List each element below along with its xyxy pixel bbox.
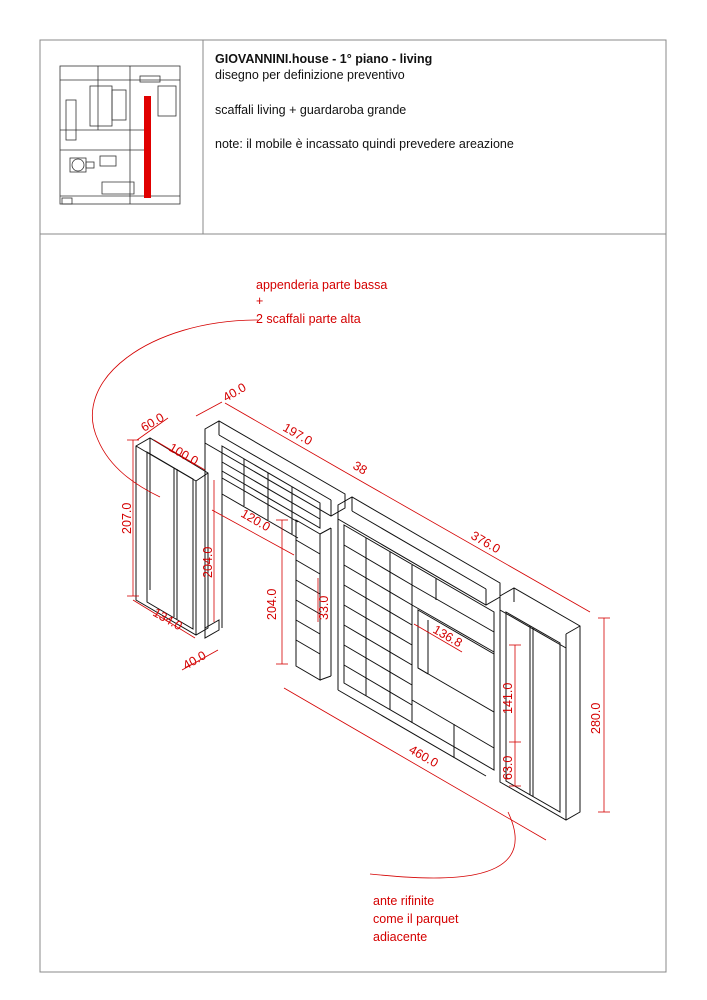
annotation-bottom-line1: ante rifinite xyxy=(373,894,435,908)
dim-100: 100.0 xyxy=(166,440,201,469)
page-description: scaffali living + guardaroba grande xyxy=(215,103,407,117)
dim-33: 33.0 xyxy=(317,595,331,620)
dim-204: 204.0 xyxy=(265,588,279,620)
dim-207: 207.0 xyxy=(120,502,134,534)
left-wardrobe xyxy=(136,438,208,635)
dim-141: 141.0 xyxy=(501,682,515,714)
annotations xyxy=(256,278,459,944)
dim-60: 60.0 xyxy=(138,410,167,435)
annotation-top-line3: 2 scaffali parte alta xyxy=(256,312,361,326)
annotation-bottom-line3: adiacente xyxy=(373,930,428,944)
dim-376: 376.0 xyxy=(468,528,503,557)
key-plan-highlight xyxy=(144,96,151,198)
page-title: GIOVANNINI.house - 1° piano - living xyxy=(215,52,433,66)
dim-38: 38 xyxy=(350,458,370,478)
dim-204-inner: 204.0 xyxy=(201,546,215,578)
annotation-top-line2: + xyxy=(256,294,264,308)
dimension-labels xyxy=(120,380,603,780)
annotation-top-line1: appenderia parte bassa xyxy=(256,278,388,292)
page-subtitle: disegno per definizione preventivo xyxy=(215,68,405,82)
dim-134: 134.0 xyxy=(150,605,185,634)
key-plan xyxy=(60,66,180,204)
dim-280: 280.0 xyxy=(589,702,603,734)
dim-460: 460.0 xyxy=(406,742,441,771)
dim-40-bottom: 40.0 xyxy=(180,648,209,673)
dim-120: 120.0 xyxy=(238,506,273,535)
annotation-bottom-line2: come il parquet xyxy=(373,912,459,926)
page-note: note: il mobile è incassato quindi prevedere areazione xyxy=(215,137,514,151)
dim-136: 136.8 xyxy=(430,622,465,651)
dim-40-top: 40.0 xyxy=(220,380,249,405)
dim-197: 197.0 xyxy=(280,420,315,449)
dim-63: 63.0 xyxy=(501,755,515,780)
